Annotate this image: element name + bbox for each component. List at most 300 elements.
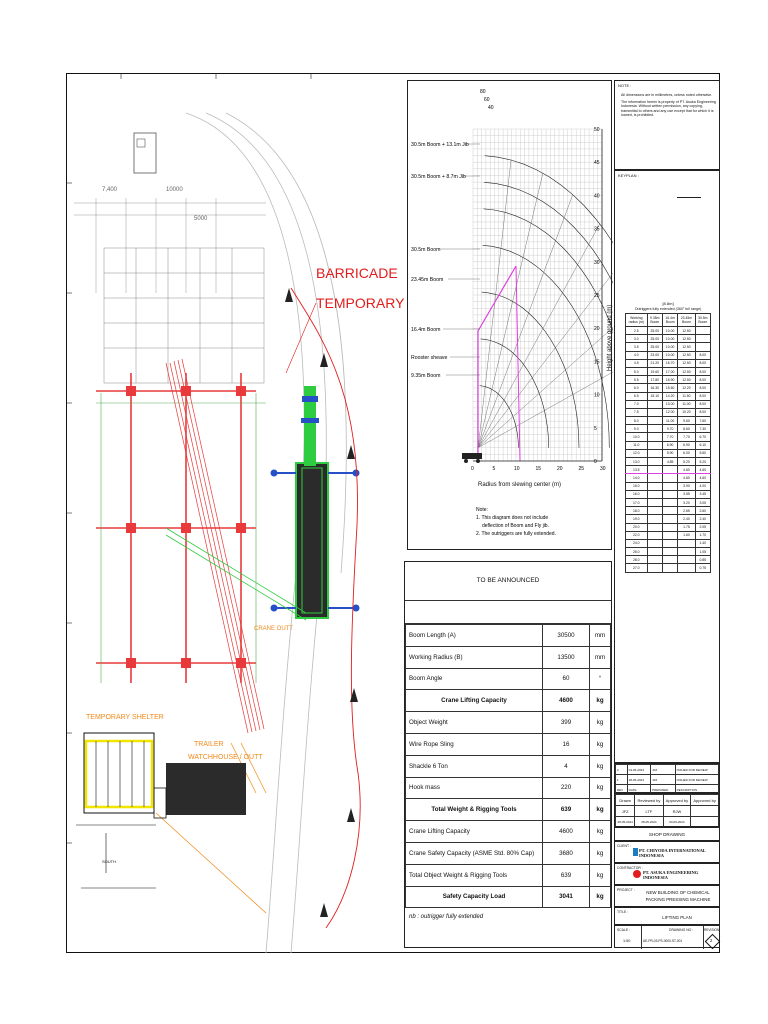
trailer bbox=[166, 763, 246, 815]
revision-value: 2 bbox=[710, 938, 713, 943]
calc-row-value: 16 bbox=[543, 733, 590, 755]
load-table-cell bbox=[647, 433, 662, 441]
boom-label-3: 23.45m Boom bbox=[411, 277, 444, 283]
load-table-cell: 4.60 bbox=[695, 466, 710, 474]
shop-drawing: SHOP DRAWING bbox=[614, 827, 720, 841]
load-table-header-row bbox=[626, 314, 711, 327]
load-table-cell: 10.00 bbox=[662, 327, 677, 335]
load-table-cell bbox=[647, 417, 662, 425]
load-table-row bbox=[626, 490, 711, 498]
revision-cell: DESCRIPTION bbox=[675, 785, 718, 795]
load-table-cell: 7.70 bbox=[662, 433, 677, 441]
load-table-cell: 3.90 bbox=[678, 482, 695, 490]
load-table-row bbox=[626, 400, 711, 408]
load-table-cell bbox=[647, 408, 662, 416]
load-table-row bbox=[626, 417, 711, 425]
signature-cell: JFZ bbox=[616, 806, 635, 817]
load-table-sub: Outriggers fully extended (360° full range) bbox=[634, 307, 702, 311]
calc-rows bbox=[405, 624, 611, 908]
boom-angle-ray bbox=[478, 195, 573, 448]
load-table-cell bbox=[647, 458, 662, 466]
scale-value: 1:50 bbox=[623, 939, 631, 943]
load-table-title: [8.8m] bbox=[662, 301, 674, 306]
load-table-cell: 12.50 bbox=[678, 376, 695, 384]
calc-row-unit: mm bbox=[590, 646, 611, 668]
x-tick-label: 0 bbox=[471, 466, 474, 472]
load-table-cell bbox=[662, 474, 677, 482]
load-table-row bbox=[626, 474, 711, 482]
boom-angle-ray bbox=[478, 224, 600, 448]
load-table-cell: 28.0 bbox=[626, 556, 648, 564]
project-box bbox=[614, 885, 720, 907]
note-2: 2. The outriggers are fully extended. bbox=[476, 531, 556, 537]
calc-row bbox=[406, 799, 611, 821]
load-table-cell bbox=[647, 531, 662, 539]
load-table-cell: 15.60 bbox=[662, 384, 677, 392]
calc-row-value: 4600 bbox=[543, 690, 590, 712]
title-box bbox=[614, 907, 720, 925]
calc-row-unit: kg bbox=[590, 690, 611, 712]
load-table-cell: 16.0 bbox=[626, 490, 648, 498]
calc-row-value: 13500 bbox=[543, 646, 590, 668]
crane-outrigger-label: CRANE OUTT bbox=[254, 626, 293, 632]
calc-row bbox=[406, 864, 611, 886]
load-table-row bbox=[626, 539, 711, 547]
load-table-cell: 1.05 bbox=[695, 548, 710, 556]
load-table-cell: 8.00 bbox=[695, 408, 710, 416]
load-table-cell: 8.00 bbox=[695, 359, 710, 367]
calc-row bbox=[406, 625, 611, 647]
load-table-cell: 8.00 bbox=[695, 400, 710, 408]
signature-cell: Drawn bbox=[616, 795, 635, 806]
load-table-cell: 7.60 bbox=[695, 417, 710, 425]
load-table-row bbox=[626, 335, 711, 343]
load-table-cell bbox=[695, 327, 710, 335]
load-table-cell: 8.60 bbox=[678, 425, 695, 433]
load-table-cell: 7.70 bbox=[678, 433, 695, 441]
load-table-row bbox=[626, 507, 711, 515]
trailer-label-1: TRAILER bbox=[194, 741, 224, 748]
load-chart-panel bbox=[407, 80, 612, 550]
load-table-cell: 5.20 bbox=[695, 458, 710, 466]
load-table-cell bbox=[647, 515, 662, 523]
load-table-row bbox=[626, 548, 711, 556]
revision-row bbox=[616, 765, 719, 775]
load-table-cell: 10.0 bbox=[626, 433, 648, 441]
scale-label: SCALE : bbox=[617, 928, 631, 932]
load-table-cell: 2.65 bbox=[678, 507, 695, 515]
load-table-cell bbox=[662, 531, 677, 539]
load-table-cell: 7.30 bbox=[695, 425, 710, 433]
signature-cell: Approved by bbox=[691, 795, 719, 806]
load-table-row bbox=[626, 441, 711, 449]
load-table-cell bbox=[647, 556, 662, 564]
load-table-cell: 9.0 bbox=[626, 425, 648, 433]
load-table-row bbox=[626, 482, 711, 490]
x-axis-label: Radius from slewing center (m) bbox=[478, 482, 562, 488]
revision-cell: JFZ bbox=[651, 775, 676, 785]
load-table-cell bbox=[647, 449, 662, 457]
load-table-cell: 12.00 bbox=[662, 408, 677, 416]
title-block bbox=[614, 80, 720, 948]
load-table-row bbox=[626, 458, 711, 466]
load-table-cell: 27.0 bbox=[626, 564, 648, 572]
calc-row-unit: kg bbox=[590, 821, 611, 843]
signature-cell: 03-06-2024 bbox=[663, 817, 691, 828]
calc-row-label: Crane Safety Capacity (ASME Std. 80% Cap) bbox=[406, 842, 543, 864]
barricade-label-2: TEMPORARY bbox=[316, 295, 405, 311]
load-table-cell: 12.50 bbox=[678, 359, 695, 367]
x-tick-label: 30 bbox=[600, 466, 606, 472]
load-table-row bbox=[626, 531, 711, 539]
calc-row bbox=[406, 712, 611, 734]
calc-row-value: 30500 bbox=[543, 625, 590, 647]
calc-row-label: Safety Capacity Load bbox=[406, 886, 543, 908]
load-table-cell: 8.00 bbox=[695, 367, 710, 375]
load-table-row bbox=[626, 384, 711, 392]
client-label: CLIENT : bbox=[617, 844, 631, 848]
load-table-row bbox=[626, 449, 711, 457]
calc-row-label: Total Object Weight & Rigging Tools bbox=[406, 864, 543, 886]
load-table-cell: 0.75 bbox=[695, 564, 710, 572]
load-table-cell: 4.60 bbox=[678, 474, 695, 482]
load-table-cell: 10.00 bbox=[662, 343, 677, 351]
load-table-cell: 12.50 bbox=[678, 327, 695, 335]
y-tick-label: 35 bbox=[594, 226, 600, 233]
load-table-header: Working radius (m) bbox=[626, 314, 648, 327]
signature-cell: LTF bbox=[635, 806, 663, 817]
load-table-cell: 17.00 bbox=[662, 367, 677, 375]
load-table-cell: 12.50 bbox=[678, 367, 695, 375]
temporary-shelter-label: TEMPORARY SHELTER bbox=[86, 714, 164, 721]
calc-row bbox=[406, 668, 611, 690]
calc-row bbox=[406, 821, 611, 843]
load-table-cell: 4.85 bbox=[662, 458, 677, 466]
load-table-cell: 16.30 bbox=[647, 384, 662, 392]
load-table-cell: 2.40 bbox=[678, 515, 695, 523]
load-table-cell: 6.10 bbox=[695, 441, 710, 449]
load-table-header: 16.4m Boom bbox=[662, 314, 677, 327]
revision-cell: JFZ bbox=[651, 765, 676, 775]
calc-row-unit: kg bbox=[590, 712, 611, 734]
load-table-row bbox=[626, 327, 711, 335]
contractor-box bbox=[614, 863, 720, 885]
load-table-cell bbox=[662, 556, 677, 564]
load-table-cell: 2.05 bbox=[695, 523, 710, 531]
load-table-cell: 3.20 bbox=[678, 498, 695, 506]
contractor-name: PT. ASUKA ENGINEERING INDONESIA bbox=[643, 870, 699, 880]
load-table-cell bbox=[647, 539, 662, 547]
plan-view bbox=[66, 73, 406, 953]
load-table-cell: 1.70 bbox=[695, 531, 710, 539]
load-table-cell: 14.0 bbox=[626, 474, 648, 482]
load-table-cell: 5.60 bbox=[695, 449, 710, 457]
load-table-cell: 11.00 bbox=[678, 400, 695, 408]
load-table-cell: 13.0 bbox=[626, 458, 648, 466]
revision-label: REVISION bbox=[704, 928, 720, 932]
calc-row-label: Object Weight bbox=[406, 712, 543, 734]
load-table-row bbox=[626, 433, 711, 441]
signature-row bbox=[616, 795, 719, 806]
boom-label-4: 16.4m Boom bbox=[411, 327, 441, 333]
load-table-cell: 11.00 bbox=[662, 417, 677, 425]
boom-label-5: Rooster sheave bbox=[411, 355, 448, 361]
signature-cell: Reviewed by bbox=[635, 795, 663, 806]
note-1: 1. This diagram does not include bbox=[476, 515, 549, 521]
boom-label-0: 30.5m Boom + 13.1m Jib bbox=[411, 142, 469, 148]
dim-top-left: 7,400 bbox=[102, 187, 118, 193]
calc-row-label: Wire Rope Sling bbox=[406, 733, 543, 755]
load-table-cell: 5.0 bbox=[626, 367, 648, 375]
load-table-cell bbox=[647, 466, 662, 474]
load-table-cell: 25.00 bbox=[647, 335, 662, 343]
y-tick-label: 0 bbox=[594, 459, 597, 465]
calc-row-unit: kg bbox=[590, 864, 611, 886]
y-tick-label: 15 bbox=[594, 359, 600, 366]
load-table-cell bbox=[647, 498, 662, 506]
signature-row bbox=[616, 817, 719, 828]
load-table-cell: 9.70 bbox=[662, 425, 677, 433]
calc-row-label: Hook mass bbox=[406, 777, 543, 799]
calc-row-value: 4600 bbox=[543, 821, 590, 843]
signature-cell: Approved by bbox=[663, 795, 691, 806]
barricade-label-1: BARRICADE bbox=[316, 265, 398, 281]
lifting-calculation-table bbox=[404, 561, 612, 948]
load-table-cell: 25.00 bbox=[647, 343, 662, 351]
y-tick-label: 5 bbox=[594, 425, 597, 432]
load-table-row bbox=[626, 351, 711, 359]
drawing-no-label: DRAWING NO : bbox=[669, 928, 694, 932]
y-axis-label: Height above ground (m) bbox=[607, 304, 613, 371]
calc-row bbox=[406, 755, 611, 777]
keyplan-head: KEYPLAN : bbox=[618, 173, 639, 178]
y-tick-label: 20 bbox=[594, 326, 600, 333]
x-tick-label: 5 bbox=[492, 466, 496, 472]
load-table-cell bbox=[662, 466, 677, 474]
boom-label-6: 9.35m Boom bbox=[411, 373, 441, 379]
load-table-row bbox=[626, 343, 711, 351]
note-1: All dimensions are in millimetres, unless noted otherwise. bbox=[621, 93, 713, 97]
drawing-no: AE-PR-03-PS-0000-ST-001 bbox=[643, 939, 683, 943]
load-table-cell: 15.10 bbox=[647, 392, 662, 400]
load-table-cell: 8.00 bbox=[695, 392, 710, 400]
load-table-cell: 16.90 bbox=[662, 376, 677, 384]
load-table-cell: 17.0 bbox=[626, 498, 648, 506]
load-table-row bbox=[626, 408, 711, 416]
load-table-row bbox=[626, 466, 711, 474]
load-chart bbox=[408, 81, 613, 551]
calc-row-unit: kg bbox=[590, 842, 611, 864]
title-value: LIFTING PLAN bbox=[662, 915, 692, 920]
load-table-cell bbox=[662, 498, 677, 506]
calc-row-label: Crane Lifting Capacity bbox=[406, 821, 543, 843]
calc-row-unit: kg bbox=[590, 777, 611, 799]
trailer-label-2: WATCHHOUSE / OUTT bbox=[188, 754, 263, 761]
revision-cell: 2 bbox=[616, 765, 628, 775]
load-table-cell: 15.0 bbox=[626, 482, 648, 490]
client-logo-icon bbox=[633, 848, 638, 856]
calc-row-unit: mm bbox=[590, 625, 611, 647]
load-table-cell: 8.00 bbox=[695, 351, 710, 359]
load-table-cell: 4.5 bbox=[626, 359, 648, 367]
boom-label-2: 30.5m Boom bbox=[411, 247, 441, 253]
load-table-cell: 14.20 bbox=[662, 392, 677, 400]
revision-cell: REV bbox=[616, 785, 628, 795]
drawing-no-box bbox=[614, 925, 720, 948]
calc-row-value: 60 bbox=[543, 668, 590, 690]
load-table-cell: 2.60 bbox=[695, 507, 710, 515]
load-table-cell bbox=[647, 564, 662, 572]
calc-row-unit: kg bbox=[590, 755, 611, 777]
load-table-cell: 24.0 bbox=[626, 539, 648, 547]
calc-row-unit: ° bbox=[590, 668, 611, 690]
load-table-cell: 17.80 bbox=[647, 376, 662, 384]
load-table-cell: 8.0 bbox=[626, 417, 648, 425]
load-table-cell: 13.5 bbox=[626, 466, 648, 474]
load-table-cell: 1.75 bbox=[678, 523, 695, 531]
load-table-cell: 19.60 bbox=[647, 367, 662, 375]
load-table-cell: 12.0 bbox=[626, 449, 648, 457]
calc-row bbox=[406, 646, 611, 668]
load-table-cell: 6.0 bbox=[626, 384, 648, 392]
calc-row-label: Crane Lifting Capacity bbox=[406, 690, 543, 712]
load-table-cell bbox=[647, 400, 662, 408]
signature-cell: 28-05-2024 bbox=[616, 817, 635, 828]
load-table-cell: 5.20 bbox=[678, 458, 695, 466]
y-tick-label: 10 bbox=[594, 392, 600, 399]
load-table-cell: 1.60 bbox=[678, 531, 695, 539]
signature-cell: RJW bbox=[663, 806, 691, 817]
load-table-cell: 21.20 bbox=[647, 359, 662, 367]
load-table-cell: 13.00 bbox=[662, 400, 677, 408]
calc-row bbox=[406, 690, 611, 712]
load-table-cell: 4.60 bbox=[678, 466, 695, 474]
load-table-cell: 11.0 bbox=[626, 441, 648, 449]
angle-label-0: 80 bbox=[480, 89, 486, 95]
load-table-header: 30.5m Boom bbox=[695, 314, 710, 327]
x-tick-label: 10 bbox=[514, 466, 520, 472]
load-table-cell: 18.0 bbox=[626, 507, 648, 515]
load-table-row bbox=[626, 556, 711, 564]
svg-text:SOUTH: SOUTH bbox=[102, 859, 116, 864]
load-table-cell bbox=[662, 548, 677, 556]
load-table-cell: 6.70 bbox=[695, 433, 710, 441]
revision-cell: PREPARED bbox=[651, 785, 676, 795]
load-table-cell: 10.00 bbox=[662, 351, 677, 359]
load-table-cell: 3.05 bbox=[695, 498, 710, 506]
load-table-cell bbox=[662, 523, 677, 531]
load-table-header: 9.35m Boom bbox=[647, 314, 662, 327]
calc-row-label: Working Radius (B) bbox=[406, 646, 543, 668]
contractor-label: CONTRACTOR : bbox=[617, 866, 643, 870]
load-table-cell: 8.00 bbox=[695, 384, 710, 392]
load-table-cell bbox=[695, 335, 710, 343]
title-label: TITLE : bbox=[617, 910, 629, 914]
load-table-cell: 1.40 bbox=[695, 539, 710, 547]
load-table bbox=[625, 301, 711, 573]
calc-row bbox=[406, 842, 611, 864]
load-table-cell: 7.5 bbox=[626, 408, 648, 416]
calc-footnote: nb : outrigger fully extended bbox=[409, 914, 484, 921]
boom-label-1: 30.5m Boom + 8.7m Jib bbox=[411, 174, 466, 180]
load-table-cell: 12.20 bbox=[678, 384, 695, 392]
load-table-cell: 19.0 bbox=[626, 515, 648, 523]
calc-row-value: 3680 bbox=[543, 842, 590, 864]
load-table-cell: 11.50 bbox=[678, 392, 695, 400]
load-table-cell bbox=[678, 548, 695, 556]
load-table-cell bbox=[695, 343, 710, 351]
load-table-cell bbox=[662, 482, 677, 490]
revision-row bbox=[616, 775, 719, 785]
revision-cell: 1 bbox=[616, 775, 628, 785]
load-table-cell: 12.50 bbox=[678, 343, 695, 351]
crane-body bbox=[296, 463, 328, 618]
load-table-cell: 16.70 bbox=[662, 359, 677, 367]
note-2: The information herein is property of PT. Asuka Engineering Indonesia. Without written permission, any copying, transmittal to others and any use except that for which it is loaned, is prohibited. bbox=[621, 99, 716, 118]
load-table-cell bbox=[647, 490, 662, 498]
calc-row bbox=[406, 733, 611, 755]
load-table-cell: 3.55 bbox=[678, 490, 695, 498]
calc-row-value: 4 bbox=[543, 755, 590, 777]
keyplan-box bbox=[614, 170, 720, 763]
load-table-cell: 20.0 bbox=[626, 523, 648, 531]
calc-row-label: Shackle 6 Ton bbox=[406, 755, 543, 777]
signature-cell bbox=[691, 817, 719, 828]
load-table-cell bbox=[647, 425, 662, 433]
load-table-cell: 6.90 bbox=[678, 441, 695, 449]
revision-box bbox=[614, 763, 720, 793]
y-tick-label: 30 bbox=[594, 259, 600, 266]
load-table-cell: 25.00 bbox=[647, 327, 662, 335]
keyplan-crane-icon bbox=[677, 197, 701, 206]
load-table-cell bbox=[662, 490, 677, 498]
load-table-cell: 12.50 bbox=[678, 351, 695, 359]
load-table-cell: 6.90 bbox=[662, 441, 677, 449]
revision-cell: DATE bbox=[627, 785, 650, 795]
load-table-cell: 4.0 bbox=[626, 351, 648, 359]
signature-cell: 28-05-2024 bbox=[635, 817, 663, 828]
load-table-cell: 10.00 bbox=[662, 335, 677, 343]
notes-head: NOTE : bbox=[618, 83, 632, 88]
load-table-cell bbox=[647, 507, 662, 515]
calc-row-unit: kg bbox=[590, 886, 611, 908]
load-table-cell bbox=[662, 507, 677, 515]
calc-row bbox=[406, 777, 611, 799]
load-table-cell: 5.5 bbox=[626, 376, 648, 384]
load-table-row bbox=[626, 376, 711, 384]
calc-row-unit: kg bbox=[590, 733, 611, 755]
calc-row-label: Total Weight & Rigging Tools bbox=[406, 799, 543, 821]
calc-row-value: 220 bbox=[543, 777, 590, 799]
y-tick-label: 50 bbox=[594, 127, 600, 133]
load-table-cell: 3.5 bbox=[626, 343, 648, 351]
note-title: Note: bbox=[476, 507, 488, 513]
signature-cell bbox=[691, 806, 719, 817]
load-table-cell: 6.00 bbox=[678, 449, 695, 457]
load-table-cell bbox=[662, 564, 677, 572]
load-table-row bbox=[626, 564, 711, 572]
load-table-cell: 7.0 bbox=[626, 400, 648, 408]
client-name: PT. CHIYODA INTERNATIONAL INDONESIA bbox=[639, 848, 706, 858]
note-1b: deflection of Boom and Fly jib. bbox=[482, 523, 549, 529]
x-tick-label: 25 bbox=[578, 466, 585, 472]
x-tick-label: 20 bbox=[557, 466, 563, 472]
load-table-cell: 4.60 bbox=[695, 474, 710, 482]
dim-second: 5000 bbox=[194, 216, 208, 222]
load-table-cell: 3.0 bbox=[626, 335, 648, 343]
calc-row-label: Boom Length (A) bbox=[406, 625, 543, 647]
load-table-cell: 26.0 bbox=[626, 548, 648, 556]
